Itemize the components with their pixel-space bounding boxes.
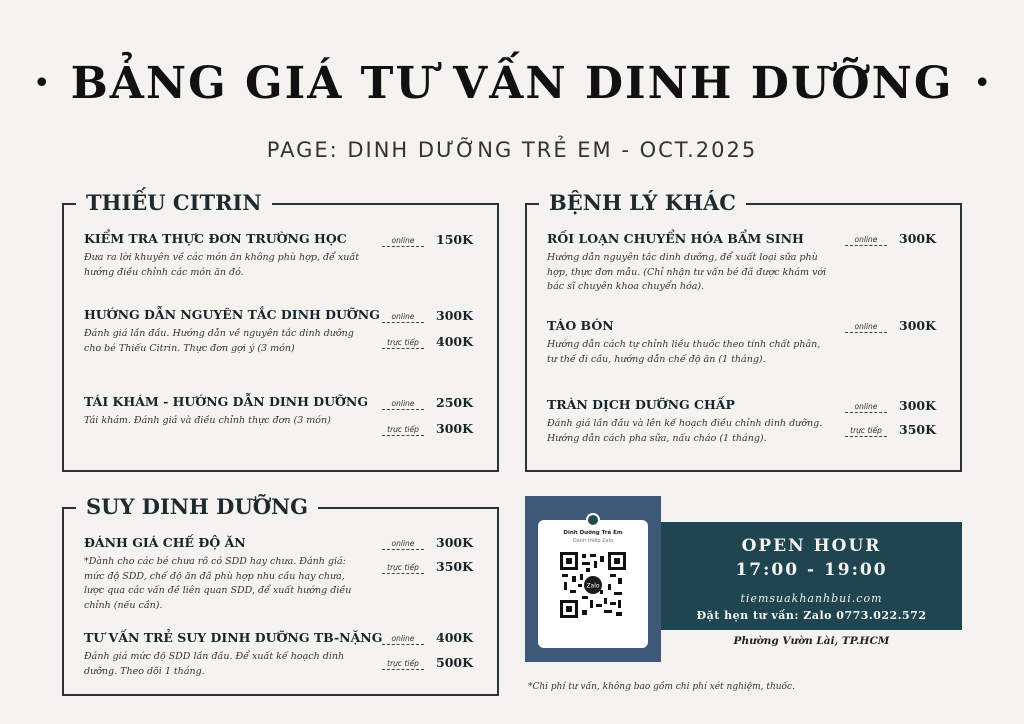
price-type: trực tiếp [382, 425, 424, 436]
service-name: TÁI KHÁM - HƯỚNG DẪN DINH DƯỠNG [84, 394, 368, 409]
price-row [382, 395, 472, 410]
price-row [382, 535, 472, 550]
price-value: 300K [436, 308, 473, 323]
price-row [382, 559, 472, 574]
price-value: 400K [436, 334, 473, 349]
price-row [382, 630, 472, 645]
service-name: TRÀN DỊCH DƯỠNG CHẤP [547, 397, 735, 412]
qr-profile-subtitle: Danh thiếp Zalo [572, 538, 614, 544]
service-name: RỐI LOẠN CHUYỂN HÓA BẨM SINH [547, 231, 804, 246]
price-row [845, 318, 935, 333]
price-row [382, 421, 472, 436]
price-value: 150K [436, 232, 473, 247]
title-bullet-right: • [973, 66, 992, 101]
price-value: 300K [899, 231, 936, 246]
website-link[interactable]: tiemsuakhanhbui.com [740, 592, 883, 605]
section-malnutrition [62, 494, 499, 696]
price-row [382, 655, 472, 670]
price-type: online [845, 402, 887, 413]
service-desc: Đưa ra lời khuyên về các món ăn không phù hợp, để xuất hướng điều chỉnh các món ăn đó. [84, 252, 360, 278]
price-type: online [382, 539, 424, 550]
service-desc: Hướng dẫn cách tự chỉnh liều thuốc theo tính chất phân, tư thế đi cầu, hướng dẫn chế độ ăn (1 tháng). [547, 339, 821, 365]
price-type: trực tiếp [845, 426, 887, 437]
price-type: online [382, 399, 424, 410]
service-name: HƯỚNG DẪN NGUYÊN TẮC DINH DƯỠNG [84, 307, 380, 322]
qr-profile-name: Dinh Dưỡng Trẻ Em [563, 530, 623, 536]
service-desc: Tái khám. Đánh giá và điều chỉnh thực đơn (3 món) [84, 415, 331, 426]
section-title: SUY DINH DƯỠNG [76, 494, 318, 519]
qr-center-label: Zalo [586, 582, 600, 590]
title-bullet-left: • [32, 66, 51, 101]
section-other [525, 190, 962, 472]
section-title: BỆNH LÝ KHÁC [539, 190, 746, 215]
price-value: 300K [899, 318, 936, 333]
hours-time: 17:00 - 19:00 [735, 560, 888, 580]
address: Phường Vườn Lài, TP.HCM [733, 635, 890, 647]
service-desc: Đánh giá lần đầu. Hướng dẫn về nguyên tắc dinh dưỡng cho bé Thiếu Citrin. Thực đơn gợi ý (3 món) [84, 328, 354, 354]
price-row [382, 232, 472, 247]
price-row [845, 398, 935, 413]
price-value: 300K [436, 535, 473, 550]
section-title: THIẾU CITRIN [76, 190, 272, 215]
service-name: TƯ VẤN TRẺ SUY DINH DƯỠNG TB-NẶNG [84, 630, 383, 645]
price-type: online [845, 322, 887, 333]
section-citrin [62, 190, 499, 472]
service-desc: Đánh giá mức độ SDD lần đầu. Để xuất kế hoạch dinh dưỡng. Theo dõi 1 tháng. [84, 651, 345, 677]
open-hours-panel [661, 522, 962, 630]
price-row [382, 308, 472, 323]
booking-contact: Đặt hẹn tư vấn: Zalo 0773.022.572 [696, 609, 927, 622]
price-value: 350K [436, 559, 473, 574]
service-desc: *Dành cho các bé chưa rõ có SDD hay chưa. Đánh giá: mức độ SDD, chế độ ăn đã phù hợp nhu cầu hay chưa, lược qua các vấn đề liên quan SDD, để xuất hướng điều chỉnh (nếu cần). [84, 556, 352, 611]
qr-code-icon[interactable] [560, 552, 626, 618]
price-row [845, 422, 935, 437]
price-value: 300K [436, 421, 473, 436]
price-type: online [382, 634, 424, 645]
qr-panel [538, 520, 648, 648]
price-type: trực tiếp [382, 338, 424, 349]
price-type: online [382, 312, 424, 323]
price-row [845, 231, 935, 246]
price-type: trực tiếp [382, 563, 424, 574]
price-value: 400K [436, 630, 473, 645]
avatar [586, 513, 600, 527]
page-subtitle: PAGE: DINH DƯỠNG TRẺ EM - OCT.2025 [266, 138, 758, 162]
qr-card [525, 496, 661, 662]
title-row [0, 58, 1024, 109]
price-type: trực tiếp [382, 659, 424, 670]
price-value: 500K [436, 655, 473, 670]
page-title: BẢNG GIÁ TƯ VẤN DINH DƯỠNG [70, 58, 954, 109]
hours-title: OPEN HOUR [741, 536, 882, 556]
service-name: KIỂM TRA THỰC ĐƠN TRƯỜNG HỌC [84, 231, 347, 246]
service-name: TÁO BÓN [547, 318, 614, 333]
price-value: 300K [899, 398, 936, 413]
price-value: 350K [899, 422, 936, 437]
price-type: online [382, 236, 424, 247]
service-desc: Hướng dẫn nguyên tắc dinh dưỡng, để xuất loại sữa phù hợp, thực đơn mẫu. (Chỉ nhận tư vấn bé đã được khám với bác sĩ chuyên khoa chuyển hóa). [547, 252, 827, 292]
service-name: ĐÁNH GIÁ CHẾ ĐỘ ĂN [84, 535, 246, 550]
price-row [382, 334, 472, 349]
footnote: *Chi phí tư vấn, không bao gồm chi phí xét nghiệm, thuốc. [528, 682, 795, 692]
price-type: online [845, 235, 887, 246]
price-value: 250K [436, 395, 473, 410]
service-desc: Đánh giá lần đầu và lên kế hoạch điều chỉnh dinh dưỡng. Hướng dẫn cách pha sữa, nấu cháo (1 tháng). [547, 418, 823, 444]
